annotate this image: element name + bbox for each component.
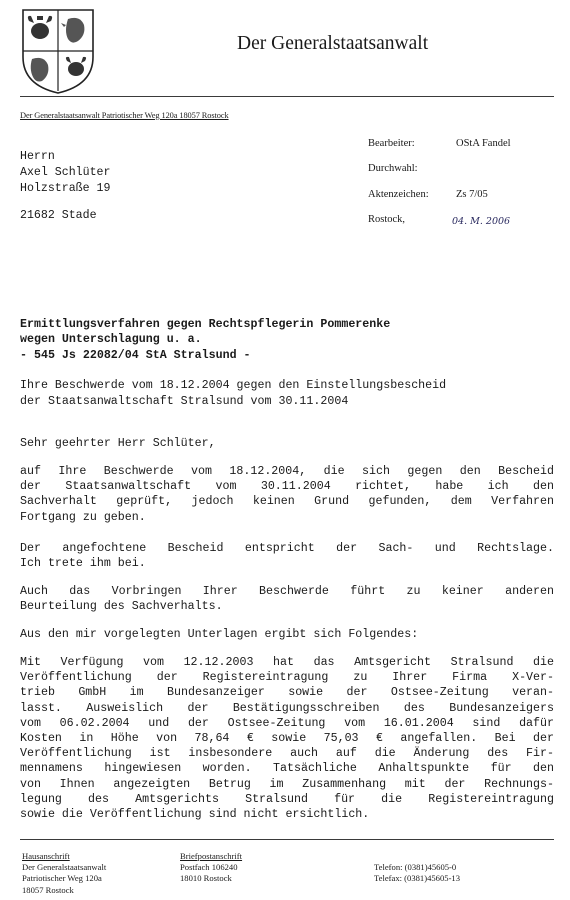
telefon: Telefon: (0381)45605-0 (374, 862, 457, 872)
footer-hausanschrift (22, 851, 106, 896)
coat-of-arms-icon (20, 7, 96, 95)
paragraph-2 (20, 541, 554, 571)
recipient-name: Axel Schlüter (20, 166, 111, 179)
hausanschrift-label: Hausanschrift (22, 851, 70, 861)
subject-line-1: Ermittlungsverfahren gegen Rechtspflegerin Pommerenke (20, 318, 391, 331)
footer-rule (20, 839, 554, 840)
text-line: Veröffentlichung ist insbesondere auch auf die Änderung des Fir- (20, 747, 554, 761)
paragraph-5 (20, 655, 554, 822)
text-line: mennamens hingewiesen worden. Tatsächliche Anhaltspunkte für den (20, 762, 554, 776)
paragraph-3 (20, 584, 554, 614)
text-line: der Staatsanwaltschaft vom 30.11.2004 richtet, habe ich den (20, 480, 554, 494)
paragraph-4: Aus den mir vorgelegten Unterlagen ergibt sich Folgendes: (20, 628, 419, 641)
place-label: Rostock, (368, 214, 406, 225)
text-line: von Ihnen angezeigten Betrug im Zusammenhang mit der Rechnungs- (20, 777, 554, 791)
footer-contact (374, 862, 460, 884)
reference-line-2: der Staatsanwaltschaft Stralsund vom 30.11.2004 (20, 395, 349, 408)
header-rule (20, 96, 554, 97)
aktenzeichen-label: Aktenzeichen: (368, 189, 429, 200)
text-line: trieb GmbH im Bundesanzeiger sowie der Ostsee-Zeitung veran- (20, 686, 554, 700)
text-line: Auch das Vorbringen Ihrer Beschwerde führt zu keiner anderen (20, 585, 554, 598)
hausanschrift-line: 18057 Rostock (22, 884, 74, 895)
paragraph-1 (20, 464, 554, 525)
text-line: Sachverhalt geprüft, jedoch keinen Grund gefunden, dem Verfahren (20, 495, 554, 509)
recipient-salutation: Herrn (20, 150, 55, 163)
bearbeiter-label: Bearbeiter: (368, 138, 415, 149)
text-line: vom 06.02.2004 und der Ostsee-Zeitung vom 16.01.2004 sind dafür (20, 716, 554, 730)
subject-line-2: wegen Unterschlagung u. a. (20, 333, 202, 346)
text-line: lasst. Ausweislich der Bestätigungsschreiben des Bundesanzeigers (20, 701, 554, 715)
text-line: Mit Verfügung vom 12.12.2003 hat das Amtsgericht Stralsund die (20, 656, 554, 669)
durchwahl-label: Durchwahl: (368, 163, 418, 174)
aktenzeichen-value: Zs 7/05 (456, 189, 488, 200)
recipient-city: 21682 Stade (20, 209, 97, 222)
greeting: Sehr geehrter Herr Schlüter, (20, 437, 216, 450)
text-line: Veröffentlichung der Registereintragung zu Ihrer Firma X-Ver- (20, 671, 554, 685)
text-line: auf Ihre Beschwerde vom 18.12.2004, die sich gegen den Bescheid (20, 465, 554, 478)
text-line: Der angefochtene Bescheid entspricht der Sach- und Rechtslage. (20, 542, 554, 555)
text-line: Ich trete ihm bei. (20, 557, 146, 571)
handwritten-date: 04. M. 2006 (452, 216, 511, 227)
text-line: sowie die Veröffentlichung sind nicht ersichtlich. (20, 808, 370, 822)
briefpost-line: Postfach 106240 (180, 862, 238, 873)
recipient-street: Holzstraße 19 (20, 182, 111, 195)
footer-briefpost (180, 851, 242, 885)
text-line: legung des Amtsgerichts Stralsund für die Registereintragung (20, 792, 554, 806)
briefpost-label: Briefpostanschrift (180, 851, 243, 861)
reference-line-1: Ihre Beschwerde vom 18.12.2004 gegen den Einstellungsbescheid (20, 379, 447, 392)
subject-line-3: - 545 Js 22082/04 StA Stralsund - (20, 349, 251, 362)
hausanschrift-line: Patriotischer Weg 120a (22, 873, 102, 884)
text-line: Fortgang zu geben. (20, 510, 146, 524)
telefax: Telefax: (0381)45605-13 (374, 873, 461, 884)
briefpost-line: 18010 Rostock (180, 873, 232, 884)
hausanschrift-line: Der Generalstaatsanwalt (22, 862, 107, 873)
authority-title: Der Generalstaatsanwalt (237, 33, 429, 54)
text-line: Kosten in Höhe von 78,64 € sowie 75,03 € angefallen. Bei der (20, 732, 554, 746)
sender-return-address: Der Generalstaatsanwalt Patriotischer Weg 120a 18057 Rostock (20, 111, 229, 120)
text-line: Beurteilung des Sachverhalts. (20, 600, 223, 614)
bearbeiter-value: OStA Fandel (456, 138, 511, 149)
